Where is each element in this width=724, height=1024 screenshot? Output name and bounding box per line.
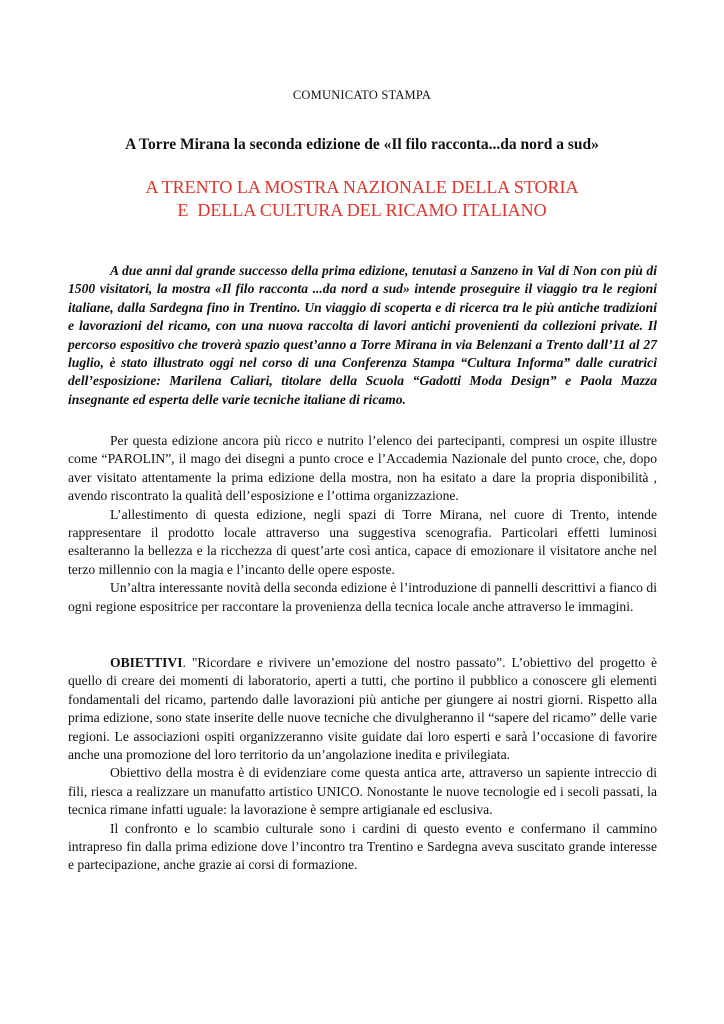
document-label: COMUNICATO STAMPA — [292, 88, 432, 102]
objectives-section — [68, 654, 657, 875]
headline-line-1: A TRENTO LA MOSTRA NAZIONALE DELLA STORIA — [145, 177, 579, 197]
intro-section — [68, 262, 657, 409]
paragraph-goal: Obiettivo della mostra è di evidenziare come questa antica arte, attraverso un sapiente intreccio di fili, riesca a realizzare un manufatto artistico UNICO. Nonostante le nuove tecnologie ed i secoli passati, la tecnica rimane infatti uguale: la lavorazione è sempre artigianale ed esclusiva. — [68, 765, 657, 818]
participants-section — [68, 432, 657, 616]
intro-paragraph: A due anni dal grande successo della prima edizione, tenutasi a Sanzeno in Val di Non con più di 1500 visitatori, la mostra «Il filo racconta ...da nord a sud» intende proseguire il viaggio tra le regioni italiane, dalla Sardegna fino in Trentino. Un viaggio di scoperta e di ricerca tra le più antiche tradizioni e lavorazioni del ricamo, con una nuova raccolta di lavori antichi provenienti da collezioni private. Il percorso espositivo che troverà spazio quest’anno a Torre Mirana in via Belenzani a Trento dall’11 al 27 luglio, è stato illustrato oggi nel corso di una Conferenza Stampa “Cultura Informa” dalle curatrici dell’esposizione: Marilena Caliari, titolare della Scuola “Gadotti Moda Design” e Paola Mazza insegnante ed esperta delle varie tecniche italiane di ricamo. — [68, 263, 657, 407]
paragraph-participants: Per questa edizione ancora più ricco e nutrito l’elenco dei partecipanti, compresi un ospite illustre come “PAROLIN”, il mago dei disegni a punto croce e l’Accademia Nazionale del punto croce, che, dopo aver visitato attentamente la prima edizione della mostra, non ha esitato a dare la propria disponibilità , avendo riscontrato la qualità dell’esposizione e l’ottima organizzazione. — [68, 433, 657, 504]
headline — [0, 176, 724, 222]
paragraph-setup: L’allestimento di questa edizione, negli spazi di Torre Mirana, nel cuore di Trento, intende rappresentare il prodotto locale attraverso una suggestiva scenografia. Particolari effetti luminosi esalteranno la bellezza e la ricchezza di quest’arte così antica, capace di emozionare il visitatore anche nel terzo millennio con la magia e l’incanto delle opere esposte. — [68, 506, 657, 577]
objectives-title: OBIETTIVI — [110, 655, 183, 670]
paragraph-objectives — [68, 654, 657, 764]
headline-line-2: E DELLA CULTURA DEL RICAMO ITALIANO — [177, 200, 547, 220]
paragraph-panels: Un’altra interessante novità della seconda edizione è l’introduzione di pannelli descrittivi a fianco di ogni regione espositrice per raccontare la provenienza della tecnica locale anche attraverso le immagini. — [68, 580, 657, 614]
objectives-text: . "Ricordare e rivivere un’emozione del nostro passato”. L’obiettivo del progetto è quello di creare dei momenti di laboratorio, aperti a tutti, che portino il pubblico a conoscere gli elementi fondamentali del ricamo, partendo dalle lavorazioni più antiche per giungere ai nostri giorni. Rispetto alla prima edizione, sono state inserite delle nuove tecniche che divulgheranno il “sapere del ricamo” delle varie regioni. Le associazioni ospiti organizzeranno visite guidate dai loro esperti e sarà l’occasione di favorire anche una promozione del loro territorio da un’angolazione inedita e privilegiata. — [68, 655, 657, 763]
subtitle: A Torre Mirana la seconda edizione de «Il filo racconta...da nord a sud» — [125, 136, 599, 153]
paragraph-exchange: Il confronto e lo scambio culturale sono i cardini di questo evento e confermano il cammino intrapreso fin dalla prima edizione dove l’incontro tra Trentino e Sardegna aveva suscitato grande interesse e partecipazione, anche grazie ai corsi di formazione. — [68, 820, 657, 873]
